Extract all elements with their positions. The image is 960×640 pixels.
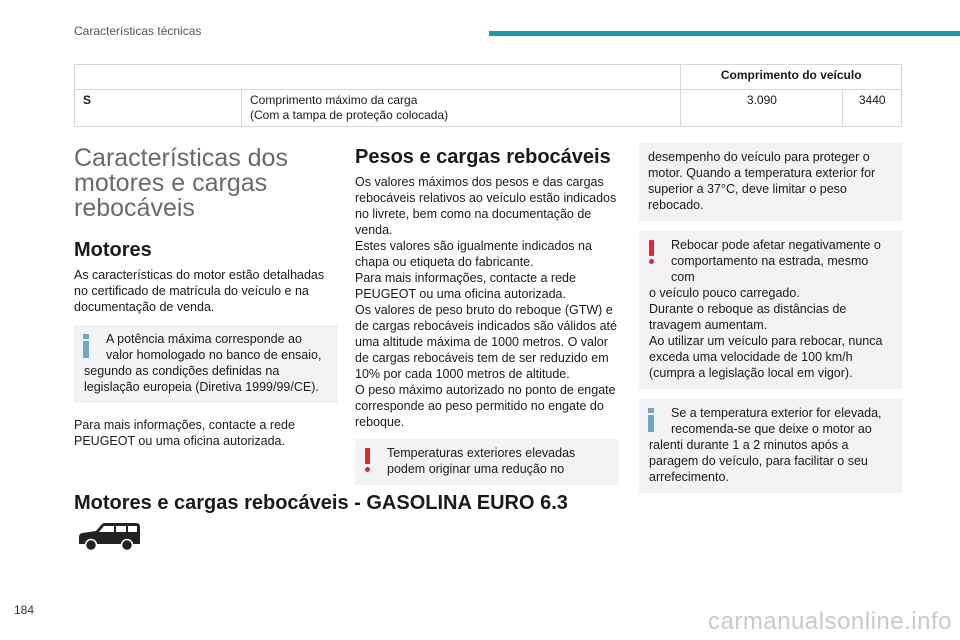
more-info-text: Para mais informações, contacte a rede PEUGEOT ou uma oficina autorizada.	[74, 418, 295, 448]
engines-title: Características dos motores e cargas rebocáveis	[74, 144, 288, 222]
table-cell-value-2: 3440	[843, 90, 902, 127]
engines-text: As características do motor estão detalhadas no certificado de matrícula do veículo e na documentação de venda.	[74, 268, 325, 314]
petrol-section-title: Motores e cargas rebocáveis - GASOLINA EURO 6.3	[74, 492, 568, 514]
info-note-cooling-rest: ralenti durante 1 a 2 minutos após a paragem do veículo, para facilitar o seu arrefecimento.	[649, 438, 868, 484]
table-cell-code: S	[75, 90, 242, 127]
header-section-title: Características técnicas	[74, 24, 202, 38]
warning-note-temperature-text: Temperaturas exteriores elevadas podem originar uma redução no	[387, 446, 576, 476]
column-weights	[355, 146, 619, 485]
column-engines	[74, 146, 338, 449]
watermark: carmanualsonline.info	[708, 608, 952, 635]
table-header-label: Comprimento do veículo	[681, 65, 902, 90]
warning-note-continued-text: desempenho do veículo para proteger o motor. Quando a temperatura exterior for superior a 37°C, deve limitar o peso rebocado.	[648, 150, 876, 212]
description-line-1: Comprimento máximo da carga	[250, 93, 418, 107]
vehicle-length-table	[74, 64, 902, 127]
info-note-power-first: A potência máxima corresponde ao valor homologado no banco de ensaio,	[106, 332, 322, 362]
table-cell-value-1: 3.090	[681, 90, 843, 127]
page-number: 184	[14, 603, 35, 617]
table-row	[75, 90, 902, 127]
van-icon	[76, 522, 142, 552]
warning-icon	[365, 448, 371, 472]
info-note-power	[74, 325, 338, 403]
description-line-2: (Com a tampa de proteção colocada)	[250, 108, 449, 122]
warning-note-towing-rest: o veículo pouco carregado. Durante o reboque as distâncias de travagem aumentam. Ao utilizar um veículo para rebocar, nunca exceda uma velocidade de 100 km/h (cumpra a legislação local em vigor).	[649, 286, 883, 380]
header-accent-bar	[489, 31, 960, 36]
table-header-empty	[75, 65, 681, 90]
warning-note-continued	[639, 143, 902, 221]
info-icon	[648, 408, 654, 432]
table-header-row	[75, 65, 902, 90]
weights-text: Os valores máximos dos pesos e das cargas rebocáveis relativos ao veículo estão indicados no livrete, bem como na documentação de venda. Estes valores são igualmente indicados na chapa ou etiqueta do fabricante. Para mais informações, contacte a rede PEUGEOT ou uma oficina autorizada. Os valores de peso bruto do reboque (GTW) e de cargas rebocáveis indicados são válidos até uma altitude máxima de 1000 metros. O valor de cargas rebocáveis tem de ser reduzido em 10% por cada 1000 metros de altitude. O peso máximo autorizado no ponto de engate corresponde ao peso permitido no engate do reboque.	[355, 175, 617, 429]
warning-icon	[649, 240, 655, 264]
engines-heading: Motores	[74, 239, 152, 261]
table-cell-description	[242, 90, 681, 127]
info-note-cooling-first: Se a temperatura exterior for elevada, recomenda-se que deixe o motor ao	[671, 406, 882, 436]
warning-note-towing-first: Rebocar pode afetar negativamente o comportamento na estrada, mesmo com	[671, 238, 881, 284]
warning-note-temperature	[355, 439, 619, 485]
warning-note-towing	[639, 231, 902, 389]
weights-heading: Pesos e cargas rebocáveis	[355, 146, 611, 168]
column-notes	[639, 143, 902, 493]
info-note-cooling	[639, 399, 902, 493]
info-note-power-rest: segundo as condições definidas na legislação europeia (Diretiva 1999/99/CE).	[84, 364, 319, 394]
info-icon	[83, 334, 89, 358]
